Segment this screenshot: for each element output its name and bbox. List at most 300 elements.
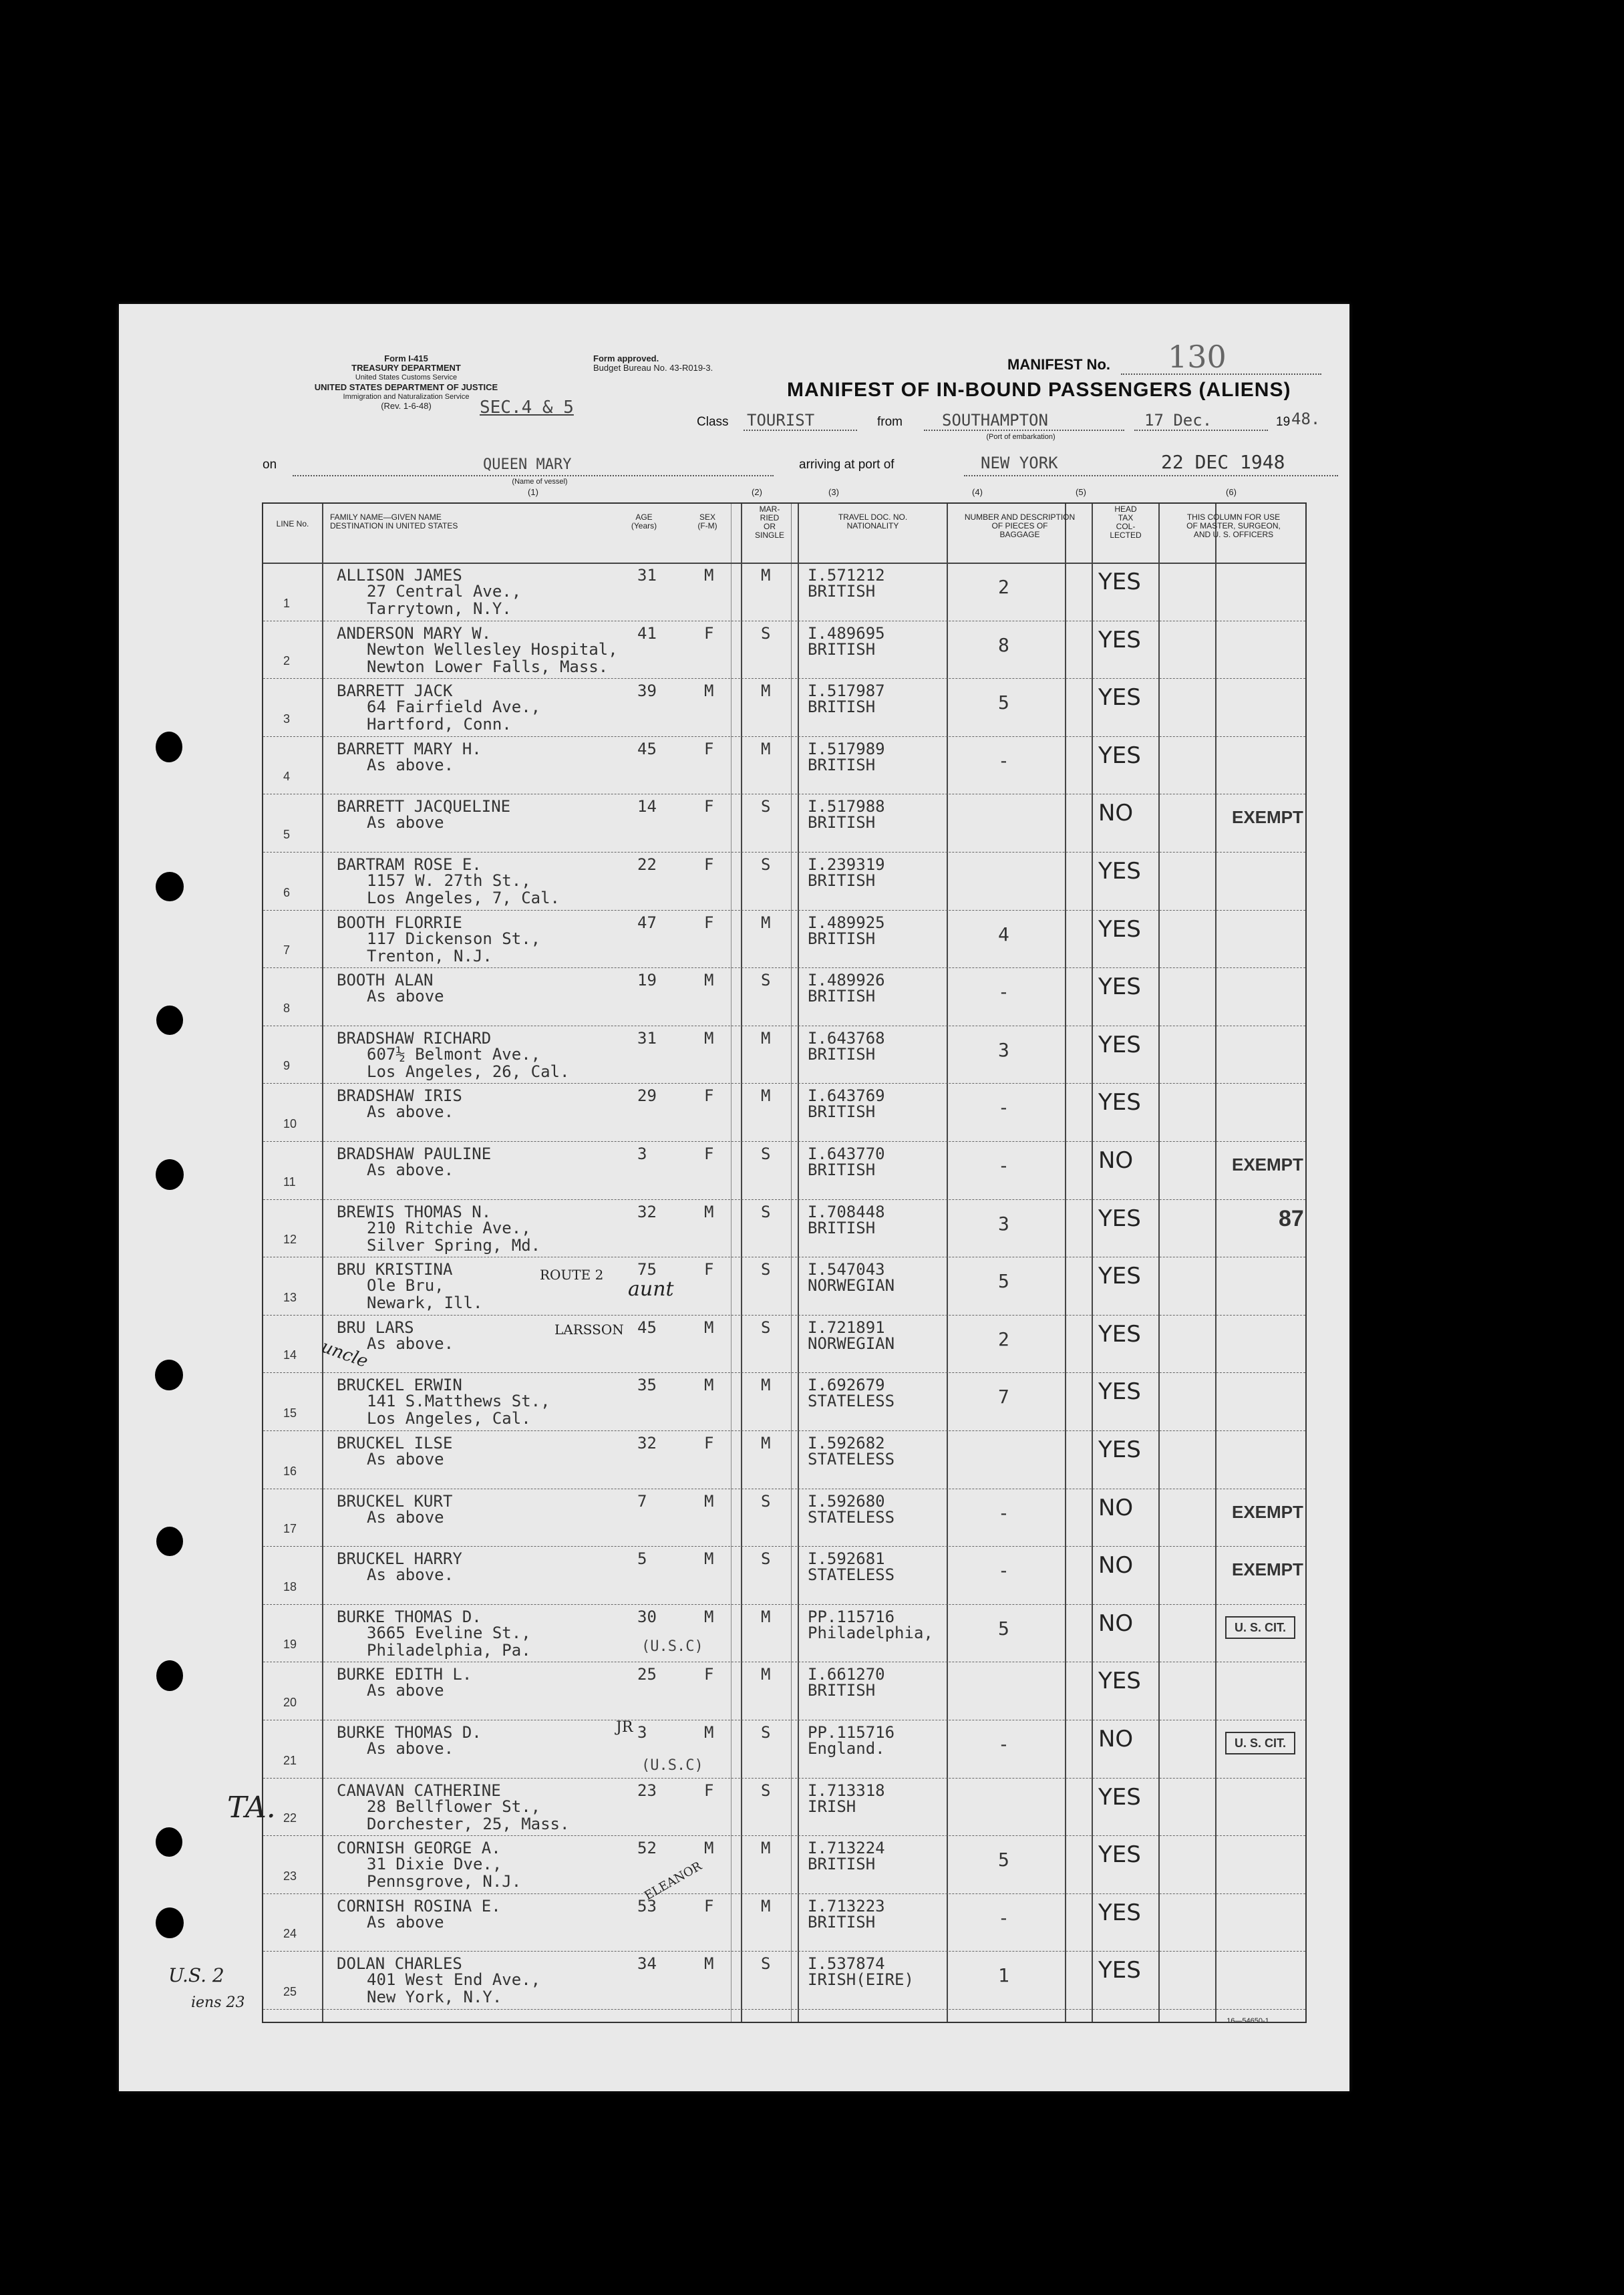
- age: 75: [637, 1260, 657, 1279]
- from-underline: [924, 430, 1124, 431]
- table-row: [263, 1257, 1305, 1316]
- destination-line-2: New York, N.Y.: [367, 1988, 502, 2007]
- destination-line-1: 1157 W. 27th St.,: [367, 871, 531, 890]
- head-tax: YES: [1098, 973, 1141, 1001]
- passenger-table: [262, 502, 1307, 2023]
- travel-doc-no: I.661270: [808, 1665, 885, 1684]
- nationality: BRITISH: [808, 1912, 876, 1932]
- sex: F: [704, 1144, 714, 1163]
- passenger-name: BRADSHAW RICHARD: [337, 1028, 492, 1048]
- head-tax: NO: [1098, 1552, 1134, 1579]
- table-row: [263, 678, 1305, 737]
- travel-doc-no: I.643770: [808, 1144, 885, 1163]
- footer-code: 16—54650-1: [1227, 2017, 1269, 2025]
- destination-line-1: 141 S.Matthews St.,: [367, 1392, 550, 1411]
- nationality: BRITISH: [808, 813, 876, 832]
- destination-line-1: As above.: [367, 1161, 454, 1179]
- manifest-title: MANIFEST OF IN-BOUND PASSENGERS (ALIENS): [787, 379, 1291, 401]
- usc-note-19: (U.S.C): [641, 1638, 703, 1655]
- destination-line-2: Silver Spring, Md.: [367, 1235, 541, 1255]
- destination-line-1: As above.: [367, 755, 454, 774]
- destination-line-2: Los Angeles, 26, Cal.: [367, 1062, 570, 1081]
- age: 32: [637, 1434, 657, 1452]
- table-row: [263, 794, 1305, 853]
- age: 25: [637, 1665, 657, 1684]
- col-head-tax: HEAD TAX COL- LECTED: [1110, 504, 1142, 540]
- line-number: 18: [283, 1579, 297, 1593]
- year-value: 48.: [1291, 410, 1321, 428]
- col-head-name-text: FAMILY NAME—GIVEN NAME DESTINATION IN UNITED STATES: [330, 512, 458, 530]
- marital-status: S: [761, 855, 771, 874]
- passenger-name: BRUCKEL HARRY: [337, 1549, 462, 1569]
- destination-line-1: As above.: [367, 1739, 454, 1758]
- marital-status: M: [761, 1896, 771, 1916]
- class-label: Class: [697, 415, 729, 429]
- passenger-name: BRUCKEL KURT: [337, 1491, 453, 1511]
- table-row: [263, 1662, 1305, 1720]
- travel-doc-no: I.571212: [808, 566, 885, 585]
- age: 3: [637, 1144, 647, 1163]
- line-number: 5: [283, 827, 291, 841]
- destination-line-1: 27 Central Ave.,: [367, 582, 522, 601]
- line-number: 1: [283, 596, 291, 610]
- age: 41: [637, 623, 657, 643]
- destination-line-1: Ole Bru,: [367, 1276, 444, 1295]
- line-number: 12: [283, 1233, 297, 1247]
- age: 31: [637, 566, 657, 585]
- on-label: on: [263, 458, 277, 472]
- line-number: 4: [283, 770, 291, 784]
- marital-status: M: [761, 1607, 771, 1626]
- col-num-1: (1): [528, 487, 538, 497]
- table-row: [263, 910, 1305, 969]
- sex: M: [704, 1318, 714, 1337]
- nationality: England.: [808, 1739, 885, 1758]
- destination-line-2: Hartford, Conn.: [367, 715, 512, 734]
- embark-note: (Port of embarkation): [986, 433, 1055, 441]
- baggage-count: 5: [998, 1617, 1009, 1640]
- passenger-name: BURKE THOMAS D.: [337, 1607, 482, 1626]
- note-route: ROUTE 2: [540, 1267, 604, 1283]
- head-tax: YES: [1098, 1263, 1141, 1290]
- nationality: BRITISH: [808, 987, 876, 1006]
- sex: M: [704, 1202, 714, 1221]
- destination-line-1: As above.: [367, 1334, 454, 1353]
- destination-line-1: As above: [367, 813, 444, 832]
- passenger-name: BOOTH ALAN: [337, 971, 434, 990]
- line-number: 11: [283, 1175, 296, 1189]
- destination-line-1: As above.: [367, 1565, 454, 1585]
- baggage-count: 3: [998, 1038, 1009, 1061]
- manifest-number: 130: [1168, 339, 1227, 375]
- head-tax: NO: [1098, 1726, 1134, 1752]
- class-underline: [744, 430, 857, 431]
- age: 47: [637, 913, 657, 932]
- punch-hole: [156, 1006, 183, 1035]
- destination-line-2: Newton Lower Falls, Mass.: [367, 657, 609, 676]
- passenger-name: ANDERSON MARY W.: [337, 623, 492, 643]
- destination-line-1: 3665 Eveline St.,: [367, 1623, 531, 1642]
- destination-line-1: 64 Fairfield Ave.,: [367, 698, 541, 717]
- age: 32: [637, 1202, 657, 1221]
- destination-line-1: 117 Dickenson St.,: [367, 929, 541, 948]
- sex: F: [704, 797, 714, 816]
- officer-note: U. S. CIT.: [1225, 1616, 1295, 1639]
- sex: F: [704, 1434, 714, 1452]
- officer-note: EXEMPT: [1232, 807, 1303, 828]
- age: 7: [637, 1491, 647, 1511]
- destination-line-2: Los Angeles, 7, Cal.: [367, 889, 560, 907]
- margin-note-bottom1: U.S. 2: [168, 1964, 224, 1986]
- marital-status: S: [761, 1723, 771, 1742]
- head-tax: YES: [1098, 1783, 1141, 1811]
- destination-line-2: Trenton, N.J.: [367, 946, 492, 965]
- travel-doc-no: I.489925: [808, 913, 885, 932]
- line-number: 2: [283, 654, 291, 668]
- punch-hole: [156, 732, 182, 762]
- head-tax: YES: [1098, 858, 1141, 885]
- class-value: TOURIST: [747, 411, 815, 430]
- baggage-count: -: [998, 1906, 1009, 1929]
- nationality: STATELESS: [808, 1392, 895, 1411]
- destination-line-1: As above: [367, 1450, 444, 1469]
- marital-status: S: [761, 1954, 771, 1974]
- head-tax: YES: [1098, 915, 1141, 943]
- nationality: BRITISH: [808, 1044, 876, 1064]
- passenger-name: ALLISON JAMES: [337, 566, 462, 585]
- sex: M: [704, 1549, 714, 1569]
- revision: (Rev. 1-6-48): [381, 401, 432, 411]
- travel-doc-no: I.713224: [808, 1839, 885, 1858]
- table-row: [263, 1835, 1305, 1894]
- baggage-count: 4: [998, 923, 1009, 945]
- sex: F: [704, 855, 714, 874]
- nationality: IRISH(EIRE): [808, 1970, 914, 1990]
- passenger-name: CANAVAN CATHERINE: [337, 1781, 501, 1800]
- line-number: 13: [283, 1290, 297, 1304]
- passenger-name: BREWIS THOMAS N.: [337, 1202, 492, 1221]
- marital-status: S: [761, 1781, 771, 1800]
- marital-status: M: [761, 681, 771, 701]
- officer-note: 87: [1279, 1205, 1304, 1231]
- passenger-name: BRU KRISTINA: [337, 1260, 453, 1279]
- nationality: BRITISH: [808, 582, 876, 601]
- age: 35: [637, 1376, 657, 1395]
- travel-doc-no: I.517988: [808, 797, 885, 816]
- destination-line-1: As above.: [367, 1102, 454, 1122]
- line-number: 19: [283, 1638, 297, 1652]
- punch-hole: [156, 1660, 183, 1691]
- baggage-count: 5: [998, 1849, 1009, 1871]
- ins-service: Immigration and Naturalization Service: [343, 393, 470, 401]
- destination-line-2: Los Angeles, Cal.: [367, 1409, 531, 1428]
- margin-note-bottom2: iens 23: [191, 1994, 245, 2011]
- nationality: Philadelphia,: [808, 1623, 933, 1642]
- baggage-count: -: [998, 1501, 1009, 1524]
- table-row: [263, 1489, 1305, 1547]
- col-head-officers: THIS COLUMN FOR USE OF MASTER, SURGEON, AND U. S. OFFICERS: [1186, 512, 1281, 539]
- travel-doc-no: PP.115716: [808, 1607, 895, 1626]
- nationality: BRITISH: [808, 871, 876, 890]
- head-tax: YES: [1098, 1089, 1141, 1116]
- sex: F: [704, 1781, 714, 1800]
- col-head-name: [330, 513, 530, 530]
- passenger-name: CORNISH ROSINA E.: [337, 1896, 501, 1916]
- col-head-baggage: NUMBER AND DESCRIPTION OF PIECES OF BAGGAGE: [964, 512, 1076, 539]
- destination-line-1: As above: [367, 1507, 444, 1527]
- nationality: BRITISH: [808, 1161, 876, 1179]
- note-eleanor: ELEANOR: [642, 1859, 705, 1903]
- nationality: BRITISH: [808, 1855, 876, 1874]
- age: 30: [637, 1607, 657, 1626]
- line-number: 23: [283, 1869, 297, 1883]
- margin-note-ta: TA.: [227, 1791, 276, 1825]
- sex: M: [704, 681, 714, 701]
- baggage-count: 5: [998, 1270, 1009, 1293]
- marital-status: S: [761, 1260, 771, 1279]
- destination-line-1: 401 West End Ave.,: [367, 1970, 541, 1990]
- col-head-sex: SEX (F-M): [697, 512, 717, 530]
- passenger-name: BRU LARS: [337, 1318, 414, 1337]
- sex: F: [704, 1086, 714, 1106]
- baggage-count: 7: [998, 1386, 1009, 1408]
- marital-status: S: [761, 1491, 771, 1511]
- nationality: STATELESS: [808, 1507, 895, 1527]
- sex: M: [704, 1723, 714, 1742]
- destination-line-1: As above: [367, 987, 444, 1006]
- travel-doc-no: I.239319: [808, 855, 885, 874]
- nationality: BRITISH: [808, 929, 876, 948]
- passenger-name: DOLAN CHARLES: [337, 1954, 462, 1974]
- age: 45: [637, 739, 657, 758]
- officer-note: EXEMPT: [1232, 1155, 1303, 1175]
- marital-status: M: [761, 566, 771, 585]
- travel-doc-no: I.708448: [808, 1202, 885, 1221]
- embark-port: SOUTHAMPTON: [942, 411, 1048, 430]
- passenger-name: BURKE THOMAS D.: [337, 1723, 482, 1742]
- table-row: [263, 621, 1305, 679]
- arrival-date-stamp: 22 DEC 1948: [1161, 451, 1285, 473]
- line-number: 25: [283, 1984, 297, 1998]
- passenger-name: BRADSHAW IRIS: [337, 1086, 462, 1106]
- note-uncle: uncle: [319, 1336, 371, 1372]
- marital-status: S: [761, 1144, 771, 1163]
- marital-status: M: [761, 1028, 771, 1048]
- officer-note: EXEMPT: [1232, 1559, 1303, 1580]
- destination-line-1: Newton Wellesley Hospital,: [367, 639, 618, 659]
- line-number: 14: [283, 1348, 297, 1362]
- travel-doc-no: I.713223: [808, 1896, 885, 1916]
- punch-hole: [156, 872, 184, 901]
- travel-doc-no: I.517989: [808, 739, 885, 758]
- head-tax: YES: [1098, 742, 1141, 769]
- passenger-name: BARRETT JACQUELINE: [337, 797, 511, 816]
- baggage-count: -: [998, 749, 1009, 772]
- destination-line-1: 28 Bellflower St.,: [367, 1797, 541, 1816]
- destination-line-1: 607½ Belmont Ave.,: [367, 1044, 541, 1064]
- baggage-count: -: [998, 1155, 1009, 1177]
- head-tax: NO: [1098, 1494, 1134, 1521]
- col-num-5: (5): [1076, 487, 1086, 497]
- nationality: BRITISH: [808, 1102, 876, 1122]
- arrival-port: NEW YORK: [981, 454, 1058, 472]
- passenger-name: BRADSHAW PAULINE: [337, 1144, 492, 1163]
- table-row: [263, 1315, 1305, 1374]
- arrival-underline: [964, 475, 1338, 476]
- nationality: IRISH: [808, 1797, 856, 1816]
- nationality: STATELESS: [808, 1450, 895, 1469]
- head-tax: YES: [1098, 1841, 1141, 1869]
- marital-status: S: [761, 623, 771, 643]
- manifest-label: MANIFEST No.: [1007, 356, 1110, 373]
- table-row: [263, 1372, 1305, 1431]
- line-number: 7: [283, 943, 291, 957]
- head-tax: YES: [1098, 626, 1141, 653]
- head-tax: YES: [1098, 1378, 1141, 1406]
- baggage-count: 2: [998, 1328, 1009, 1350]
- sex: M: [704, 1491, 714, 1511]
- marital-status: S: [761, 1202, 771, 1221]
- age: 29: [637, 1086, 657, 1106]
- head-tax: YES: [1098, 1668, 1141, 1695]
- table-row: [263, 1604, 1305, 1663]
- table-row: [263, 563, 1305, 621]
- marital-status: M: [761, 1839, 771, 1858]
- sex: M: [704, 566, 714, 585]
- punch-hole: [156, 1907, 184, 1938]
- justice-dept: UNITED STATES DEPARTMENT OF JUSTICE: [314, 382, 498, 392]
- marital-status: S: [761, 971, 771, 990]
- customs-service: United States Customs Service: [355, 373, 458, 381]
- head-tax: YES: [1098, 1031, 1141, 1058]
- col-num-6: (6): [1226, 487, 1237, 497]
- marital-status: S: [761, 1318, 771, 1337]
- age: 34: [637, 1954, 657, 1974]
- col-head-travel: TRAVEL DOC. NO. NATIONALITY: [838, 512, 908, 530]
- section-note: SEC.4 & 5: [480, 398, 574, 418]
- line-number: 17: [283, 1522, 297, 1536]
- officer-note: U. S. CIT.: [1225, 1732, 1295, 1754]
- nationality: NORWEGIAN: [808, 1334, 895, 1353]
- col-num-4: (4): [972, 487, 983, 497]
- age: 23: [637, 1781, 657, 1800]
- table-row: [263, 1951, 1305, 2010]
- head-tax: YES: [1098, 1957, 1141, 1984]
- baggage-count: 8: [998, 633, 1009, 656]
- nationality: NORWEGIAN: [808, 1276, 895, 1295]
- sex: M: [704, 1376, 714, 1395]
- destination-line-1: As above: [367, 1912, 444, 1932]
- table-row: [263, 1720, 1305, 1779]
- destination-line-1: 31 Dixie Dve.,: [367, 1855, 502, 1874]
- line-number: 22: [283, 1811, 297, 1825]
- baggage-count: -: [998, 1559, 1009, 1582]
- sex: F: [704, 1260, 714, 1279]
- table-row: [263, 1430, 1305, 1489]
- arriving-label: arriving at port of: [799, 458, 895, 472]
- line-number: 6: [283, 885, 291, 899]
- age: 53: [637, 1896, 657, 1916]
- passenger-name: CORNISH GEORGE A.: [337, 1839, 501, 1858]
- head-tax: NO: [1098, 1610, 1134, 1637]
- treasury-dept: TREASURY DEPARTMENT: [351, 363, 461, 373]
- destination-line-2: Pennsgrove, N.J.: [367, 1872, 522, 1891]
- head-tax: YES: [1098, 1436, 1141, 1463]
- note-larsson: LARSSON: [554, 1322, 624, 1338]
- nationality: BRITISH: [808, 755, 876, 774]
- sex: F: [704, 739, 714, 758]
- destination-line-2: Philadelphia, Pa.: [367, 1640, 531, 1660]
- head-tax: YES: [1098, 1320, 1141, 1348]
- nationality: BRITISH: [808, 639, 876, 659]
- marital-status: M: [761, 1086, 771, 1106]
- vessel-name: QUEEN MARY: [483, 456, 572, 473]
- vessel-note: (Name of vessel): [512, 478, 568, 486]
- marital-status: M: [761, 913, 771, 932]
- baggage-count: -: [998, 981, 1009, 1004]
- head-tax: YES: [1098, 1205, 1141, 1232]
- col-head-line: LINE No.: [276, 519, 309, 528]
- head-tax: YES: [1098, 684, 1141, 712]
- punch-hole: [156, 1827, 182, 1857]
- note-aunt: aunt: [628, 1277, 674, 1301]
- line-number: 24: [283, 1927, 297, 1941]
- destination-line-1: As above: [367, 1681, 444, 1700]
- sex: M: [704, 971, 714, 990]
- travel-doc-no: I.592682: [808, 1434, 885, 1452]
- line-number: 3: [283, 712, 291, 726]
- age: 39: [637, 681, 657, 701]
- nationality: BRITISH: [808, 1681, 876, 1700]
- sex: M: [704, 1954, 714, 1974]
- age: 22: [637, 855, 657, 874]
- destination-line-2: Tarrytown, N.Y.: [367, 599, 512, 618]
- table-row: [263, 1026, 1305, 1084]
- destination-line-1: 210 Ritchie Ave.,: [367, 1218, 531, 1237]
- table-row: [263, 967, 1305, 1026]
- baggage-count: 2: [998, 576, 1009, 598]
- travel-doc-no: I.592681: [808, 1549, 885, 1569]
- table-row: [263, 1141, 1305, 1200]
- travel-doc-no: I.643768: [808, 1028, 885, 1048]
- passenger-name: BARRETT JACK: [337, 681, 453, 701]
- line-number: 15: [283, 1406, 297, 1420]
- age: 3: [637, 1723, 647, 1742]
- marital-status: M: [761, 1376, 771, 1395]
- travel-doc-no: I.692679: [808, 1376, 885, 1395]
- col-num-2: (2): [752, 487, 762, 497]
- line-number: 8: [283, 1001, 291, 1015]
- sex: F: [704, 1665, 714, 1684]
- age: 52: [637, 1839, 657, 1858]
- line-number: 9: [283, 1059, 291, 1073]
- travel-doc-no: I.643769: [808, 1086, 885, 1106]
- marital-status: M: [761, 739, 771, 758]
- destination-line-2: Dorchester, 25, Mass.: [367, 1814, 570, 1833]
- line-number: 10: [283, 1116, 297, 1130]
- age: 45: [637, 1318, 657, 1337]
- age: 14: [637, 797, 657, 816]
- age: 5: [637, 1549, 647, 1569]
- note-jr: JR: [616, 1719, 633, 1736]
- year-prefix: 19: [1276, 415, 1291, 429]
- head-tax: YES: [1098, 1899, 1141, 1926]
- travel-doc-no: I.547043: [808, 1260, 885, 1279]
- baggage-count: 3: [998, 1212, 1009, 1235]
- marital-status: S: [761, 1549, 771, 1569]
- travel-doc-no: I.489926: [808, 971, 885, 990]
- date-underline: [1134, 430, 1268, 431]
